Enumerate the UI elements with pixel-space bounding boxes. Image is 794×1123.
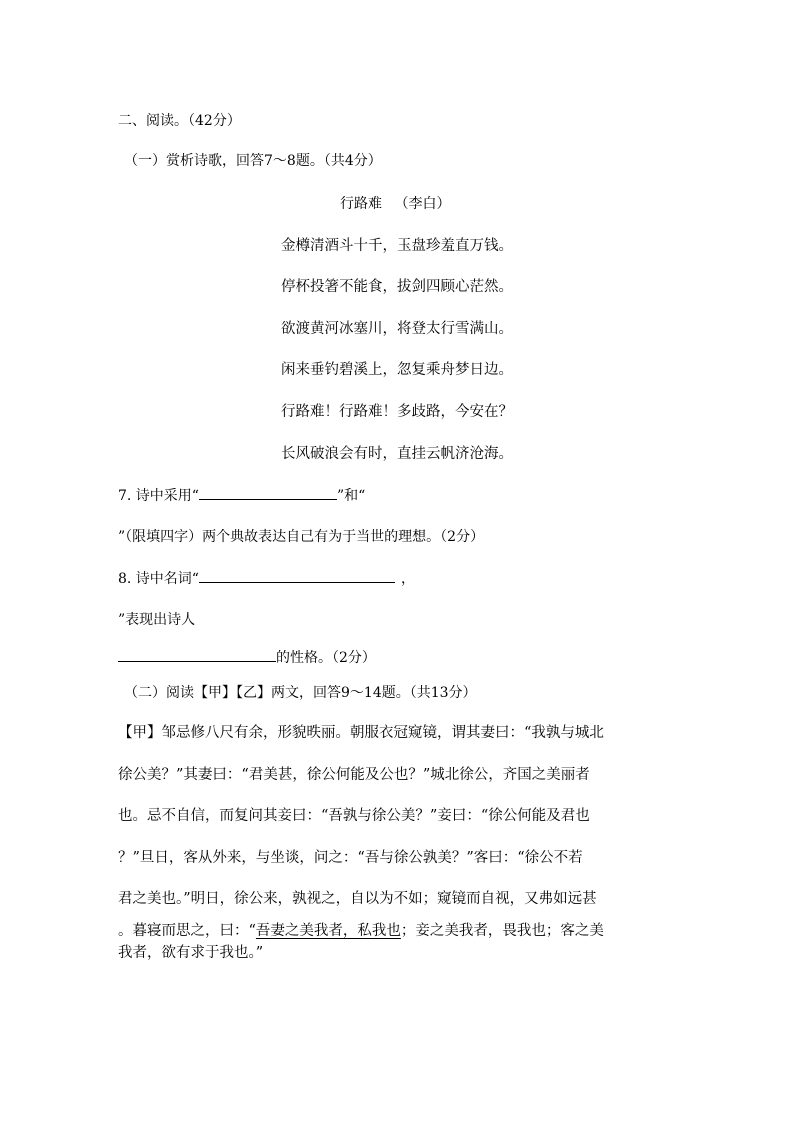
- q8-blank-2[interactable]: [118, 648, 276, 662]
- poem-line: 行路难！行路难！多歧路，今安在？: [281, 404, 513, 420]
- passage-line: 徐公美？”其妻曰：“君美甚，徐公何能及公也？”城北徐公，齐国之美丽者: [118, 767, 590, 783]
- q7-blank-1[interactable]: [199, 486, 337, 500]
- passage-line: 君之美也。”明日，徐公来，孰视之，自以为不如；窥镜而自视，又弗如远甚: [118, 891, 597, 907]
- question-8-line3: [118, 648, 376, 667]
- passage-underlined-phrase: 吾妻之美我者，私我也: [255, 923, 401, 939]
- q8-blank-1[interactable]: [199, 569, 395, 583]
- poem-title-row: [340, 195, 450, 213]
- part2-heading: （二）阅读【甲】【乙】两文，回答9～14题。（共13分）: [124, 685, 477, 701]
- question-8: [118, 569, 415, 588]
- poem-author: （李白）: [394, 196, 451, 212]
- poem-line: 长风破浪会有时，直挂云帆济沧海。: [281, 446, 513, 462]
- passage-last-suffix: ；妾之美我者，畏我也；客之美: [400, 923, 604, 939]
- poem-line: 闲来垂钓碧溪上，忽复乘舟梦日边。: [281, 362, 513, 378]
- q7-middle: ”和“: [336, 488, 366, 504]
- passage-line: 也。忌不自信，而复问其妾曰：“吾孰与徐公美？”妾曰：“徐公何能及君也: [118, 808, 590, 824]
- q8-prefix: 8. 诗中名词“: [118, 571, 199, 587]
- question-7-line2: ”（限填四字）两个典故表达自己有为于当世的理想。（2分）: [118, 529, 485, 545]
- q8-line3-text: 的性格。（2分）: [276, 650, 376, 666]
- poem-line: 欲渡黄河冰塞川，将登太行雪满山。: [281, 321, 513, 337]
- passage-line: 【甲】邹忌修八尺有余，形貌昳丽。朝服衣冠窥镜，谓其妻曰：“我孰与城北: [118, 725, 604, 741]
- poem-line: 停杯投箸不能食，拔剑四顾心茫然。: [281, 279, 513, 295]
- question-8-line2: ”表现出诗人: [118, 612, 196, 628]
- passage-final-line: 我者，欲有求于我也。”: [118, 945, 264, 961]
- part1-heading: （一）赏析诗歌，回答7～8题。（共4分）: [124, 153, 382, 169]
- question-7: [118, 486, 365, 505]
- section-heading: 二、阅读。（42分）: [118, 113, 241, 129]
- q7-prefix: 7. 诗中采用“: [118, 488, 199, 504]
- passage-line: ？”旦日，客从外来，与坐谈，问之：“吾与徐公孰美？”客曰：“徐公不若: [118, 850, 583, 866]
- passage-line: [118, 922, 678, 940]
- poem-line: 金樽清酒斗十千，玉盘珍羞直万钱。: [281, 238, 513, 254]
- q8-suffix: ，: [400, 571, 415, 587]
- passage-last-prefix: 。暮寝而思之，曰：“: [118, 923, 256, 939]
- poem-title: 行路难: [340, 196, 382, 212]
